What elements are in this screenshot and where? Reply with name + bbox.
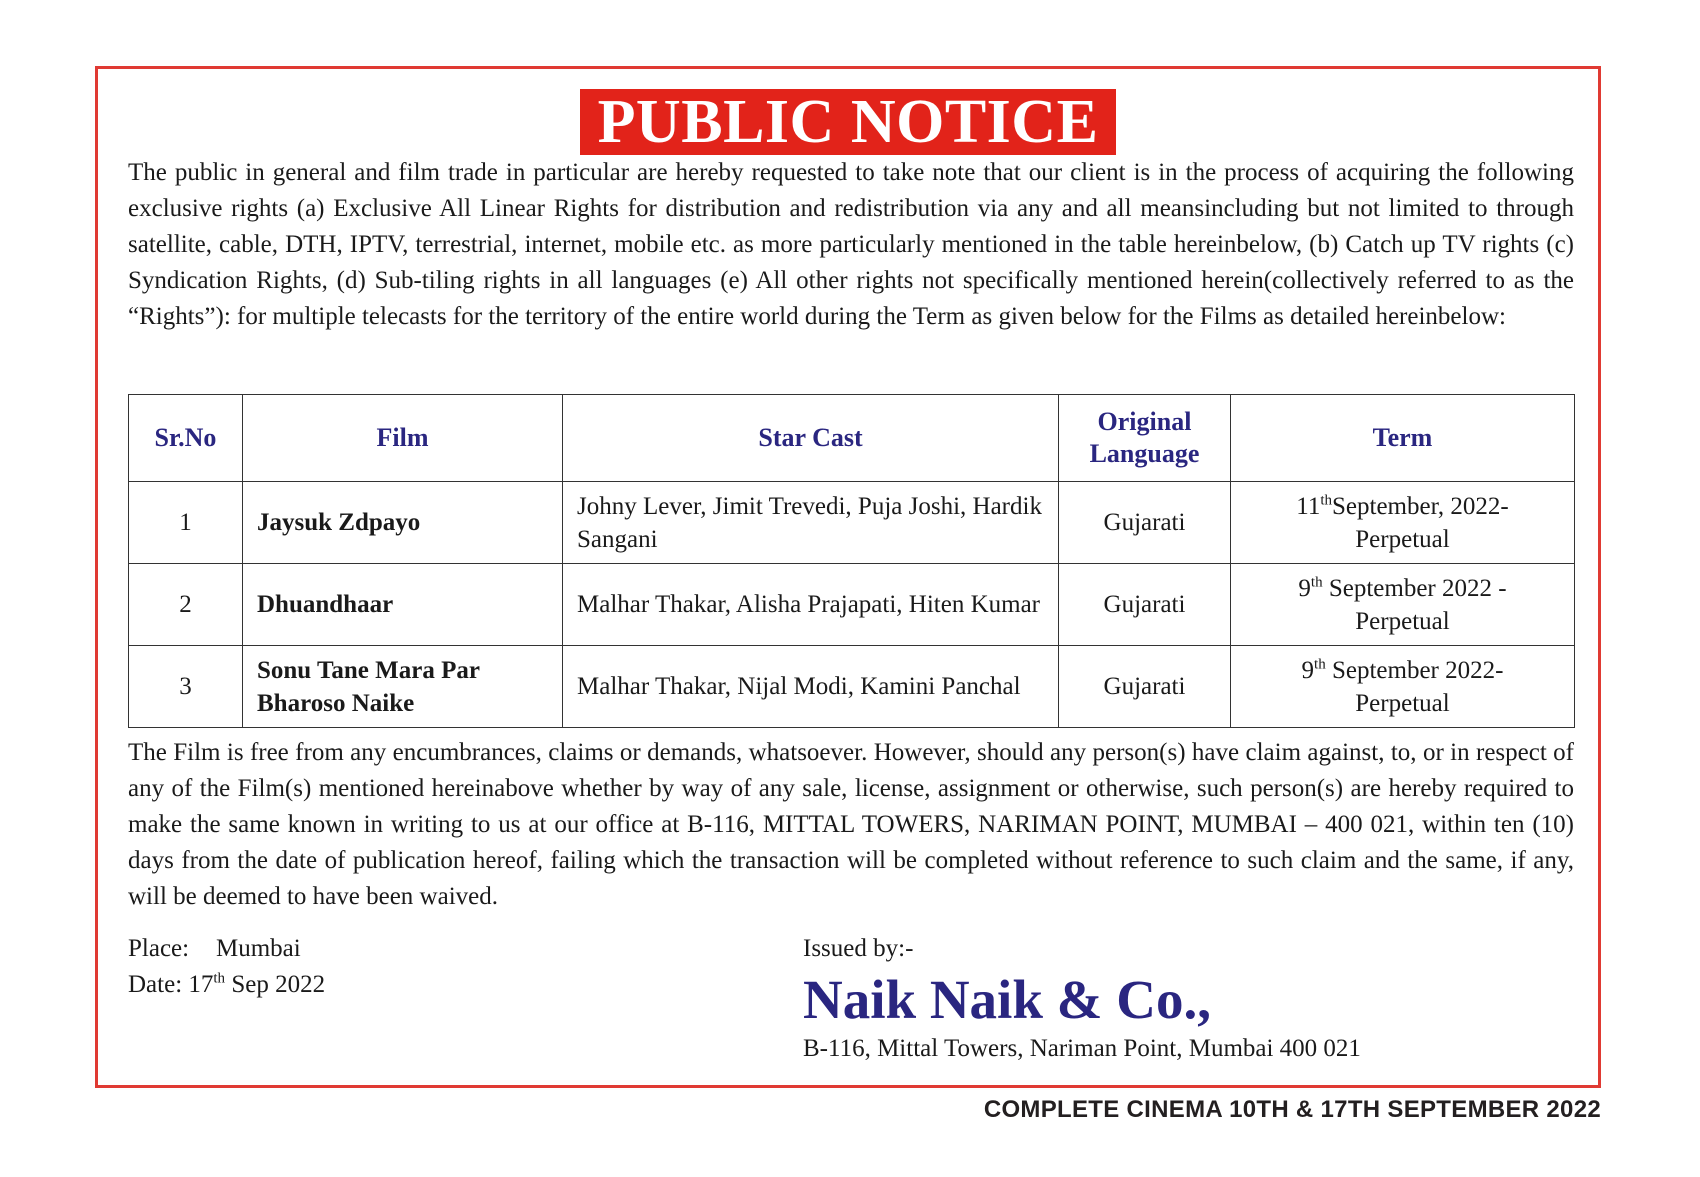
date-line xyxy=(128,967,325,1003)
term-day-suffix: th xyxy=(1320,492,1332,509)
firm-address: B-116, Mittal Towers, Nariman Point, Mumbai 400 021 xyxy=(803,1035,1361,1062)
cell-language: Gujarati xyxy=(1059,646,1231,728)
notice-frame xyxy=(95,66,1601,1088)
issued-by-label: Issued by:- xyxy=(803,935,914,962)
date-day-suffix: th xyxy=(213,970,226,987)
title-wrap xyxy=(98,89,1598,155)
cell-term xyxy=(1231,646,1575,728)
table-row xyxy=(129,482,1575,564)
cell-language: Gujarati xyxy=(1059,482,1231,564)
notice-title: PUBLIC NOTICE xyxy=(580,89,1117,155)
place-label: Place: xyxy=(128,935,190,962)
cell-star-cast: Malhar Thakar, Nijal Modi, Kamini Panchal xyxy=(563,646,1059,728)
place-date-block xyxy=(128,931,325,1003)
cell-film: Dhuandhaar xyxy=(243,564,563,646)
date-label: Date: xyxy=(128,971,183,998)
cell-sr-no: 3 xyxy=(129,646,243,728)
cell-sr-no: 2 xyxy=(129,564,243,646)
term-day: 9 xyxy=(1301,656,1315,684)
header-star-cast: Star Cast xyxy=(563,395,1059,482)
firm-name: Naik Naik & Co., xyxy=(803,969,1211,1030)
cell-film: Sonu Tane Mara Par Bharoso Naike xyxy=(243,646,563,728)
table-header-row xyxy=(129,395,1575,482)
term-day: 11 xyxy=(1296,492,1321,520)
header-term: Term xyxy=(1231,395,1575,482)
date-day: 17 xyxy=(188,971,214,998)
cell-film: Jaysuk Zdpayo xyxy=(243,482,563,564)
term-date-rest: September 2022 - xyxy=(1322,574,1507,602)
claims-paragraph: The Film is free from any encumbrances, claims or demands, whatsoever. However, should any person(s) have claim against, to, or in respect of any of the Film(s) mentioned hereinabove whether by way of any sale, license, assignment or otherwise, such person(s) are hereby required to make the same known in writing to us at our office at B-116, MITTAL TOWERS, NARIMAN POINT, MUMBAI – 400 021, within ten (10) days from the date of publication hereof, failing which the transaction will be completed without reference to such claim and the same, if any, will be deemed to have been waived. xyxy=(128,739,1574,910)
table-row xyxy=(129,564,1575,646)
cell-star-cast: Johny Lever, Jimit Trevedi, Puja Joshi, Hardik Sangani xyxy=(563,482,1059,564)
place-line xyxy=(128,931,325,967)
cell-term xyxy=(1231,564,1575,646)
header-sr-no: Sr.No xyxy=(129,395,243,482)
term-day: 9 xyxy=(1298,574,1311,602)
header-film: Film xyxy=(243,395,563,482)
table-row xyxy=(129,646,1575,728)
term-day-suffix: th xyxy=(1314,656,1326,673)
header-original-language: Original Language xyxy=(1059,395,1231,482)
cell-language: Gujarati xyxy=(1059,564,1231,646)
intro-paragraph: The public in general and film trade in particular are hereby requested to take note that our client is in the process of acquiring the following exclusive rights (a) Exclusive All Linear Rights for distribution and redistribution via any and all meansincluding but not limited to through satellite, cable, DTH, IPTV, terrestrial, internet, mobile etc. as more particularly mentioned in the table hereinbelow, (b) Catch up TV rights (c) Syndication Rights, (d) Sub-tiling rights in all languages (e) All other rights not specifically mentioned herein(collectively referred to as the “Rights”): for multiple telecasts for the territory of the entire world during the Term as given below for the Films as detailed hereinbelow: xyxy=(128,159,1574,330)
term-date-rest: September, 2022- xyxy=(1332,492,1509,520)
place-value: Mumbai xyxy=(216,935,301,962)
term-end: Perpetual xyxy=(1355,607,1450,635)
cell-sr-no: 1 xyxy=(129,482,243,564)
cell-star-cast: Malhar Thakar, Alisha Prajapati, Hiten Kumar xyxy=(563,564,1059,646)
term-end: Perpetual xyxy=(1355,525,1450,553)
term-date-rest: September 2022- xyxy=(1325,656,1504,684)
term-day-suffix: th xyxy=(1310,574,1323,591)
term-end: Perpetual xyxy=(1355,689,1450,717)
cell-term xyxy=(1231,482,1575,564)
date-rest: Sep 2022 xyxy=(225,971,326,998)
publication-footer: COMPLETE CINEMA 10TH & 17TH SEPTEMBER 2022 xyxy=(983,1096,1601,1123)
films-table xyxy=(128,394,1575,728)
